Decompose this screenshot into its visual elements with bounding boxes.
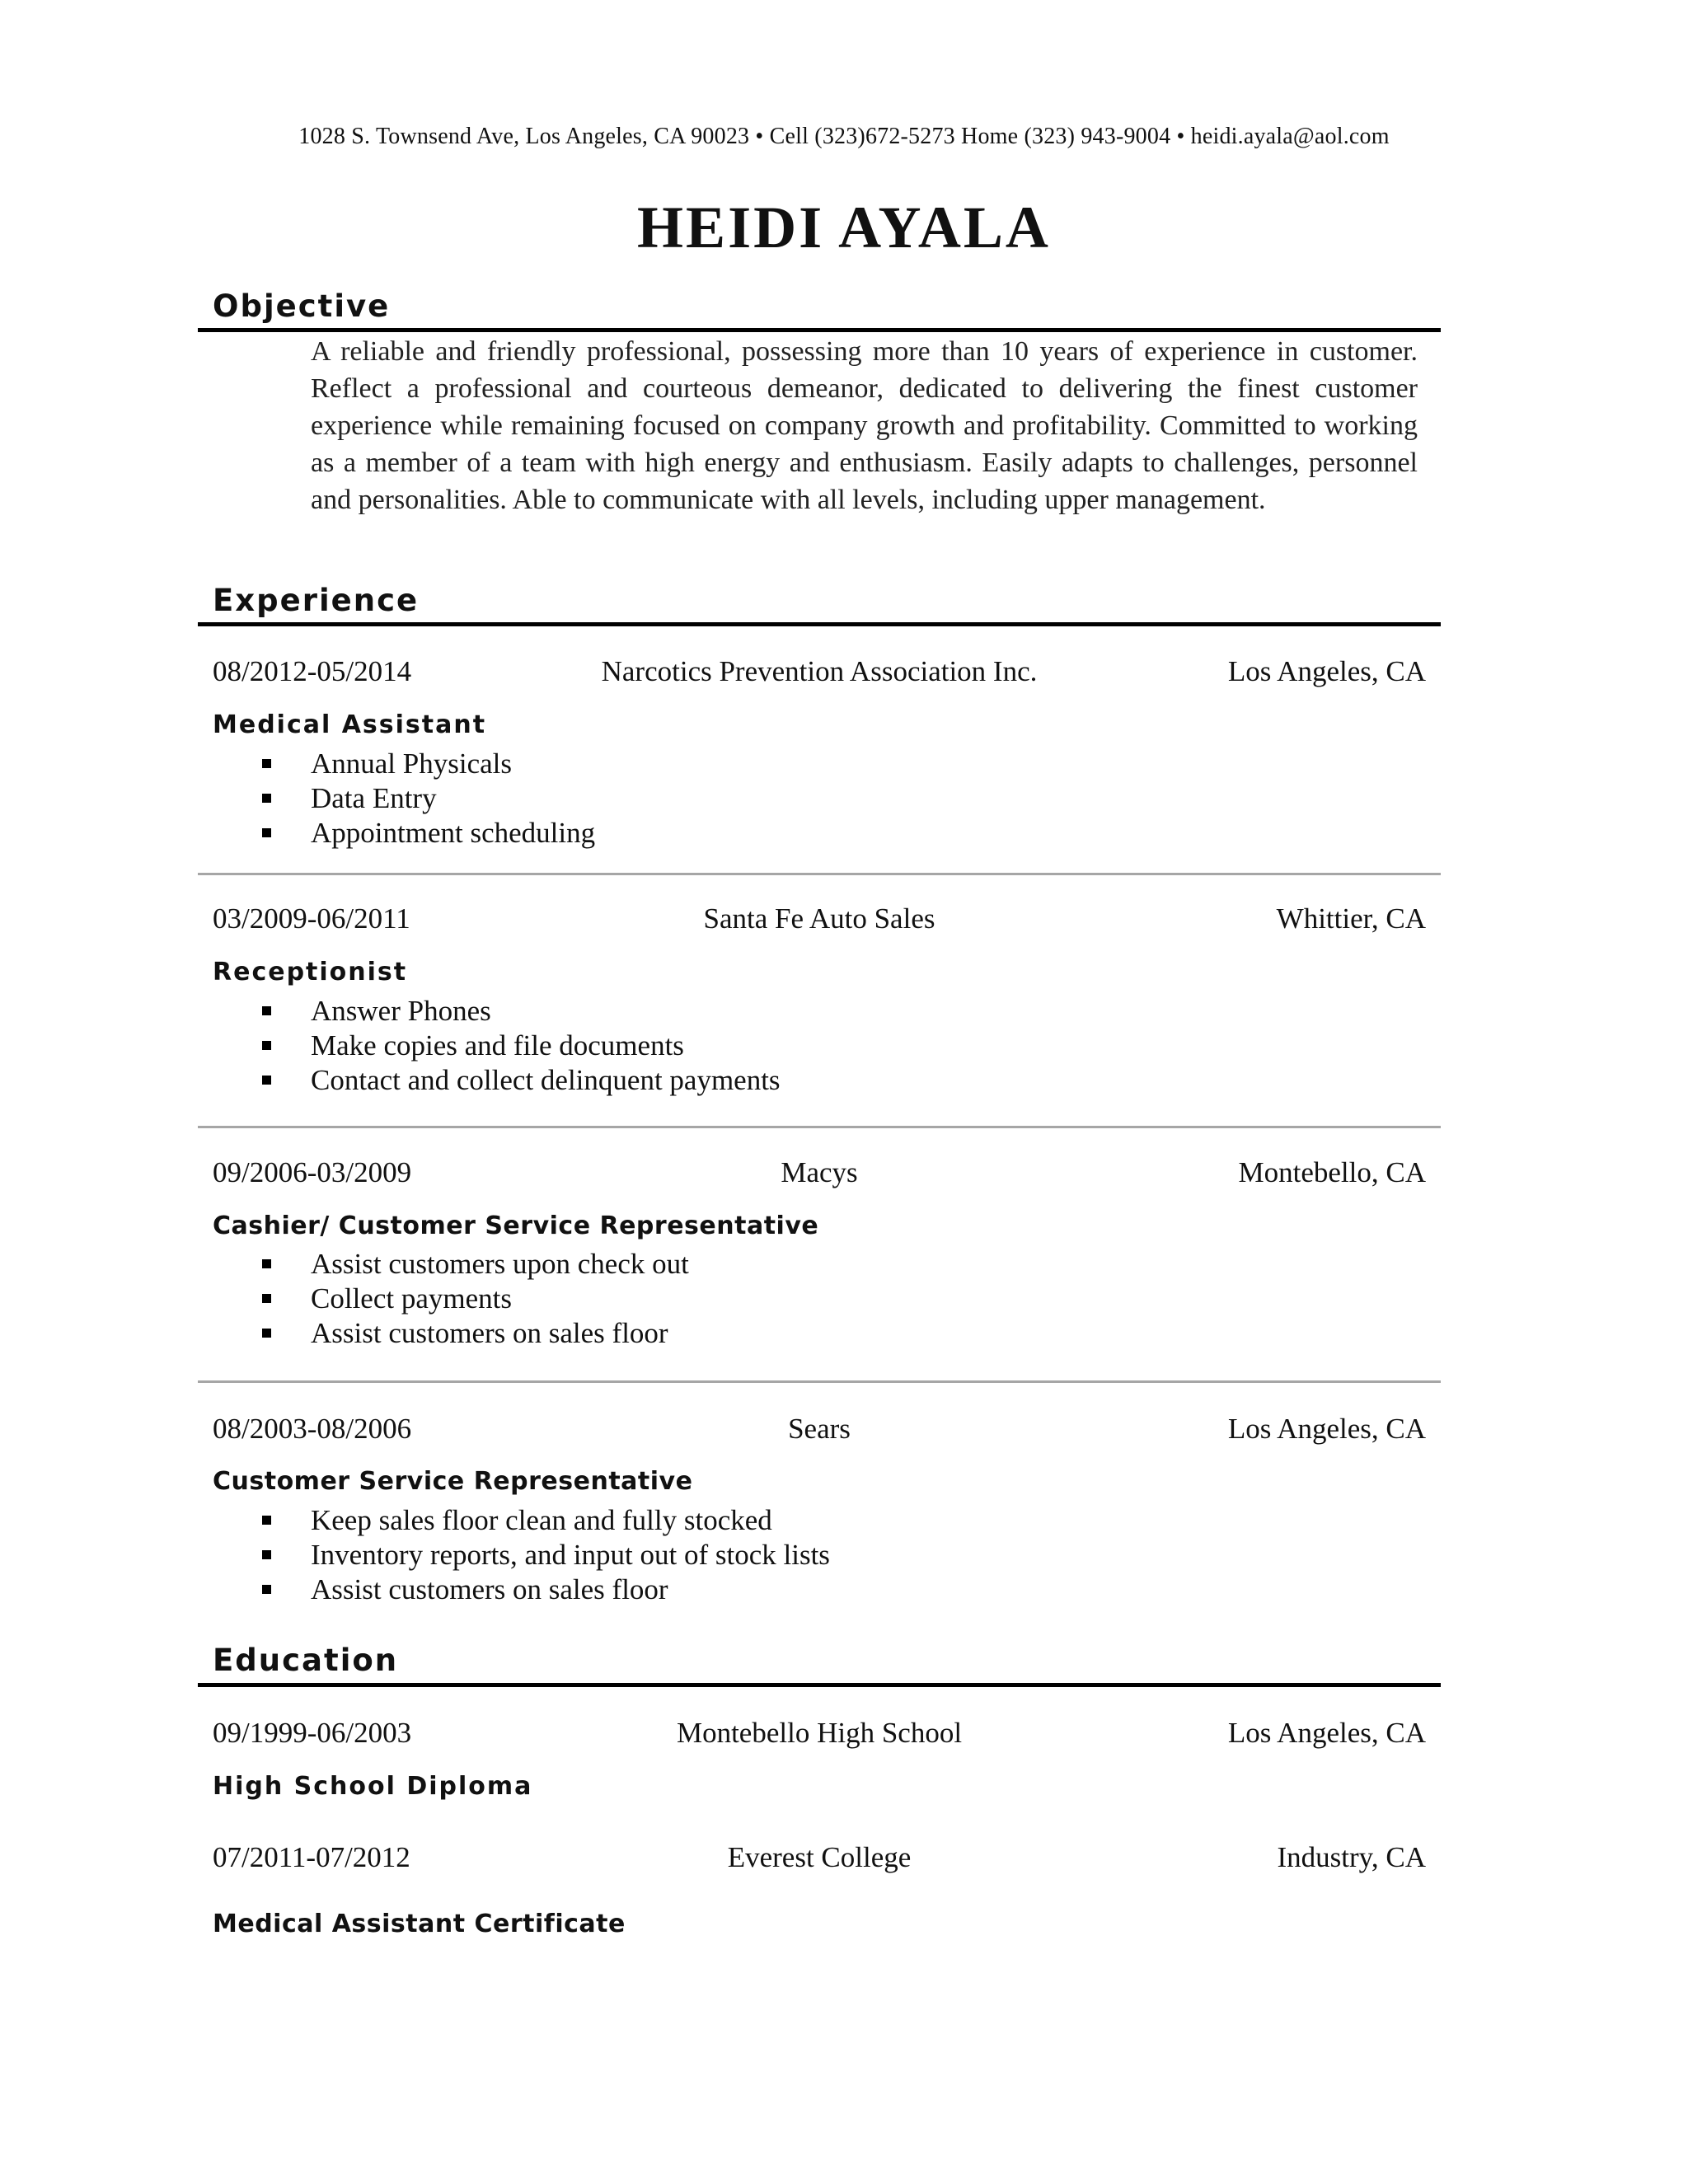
- job-row: [213, 1156, 1426, 1193]
- bullet-square-icon: [262, 1076, 271, 1085]
- experience-heading: Experience: [213, 583, 420, 618]
- bullet-square-icon: [262, 794, 271, 803]
- job-employer: Santa Fe Auto Sales: [703, 902, 935, 935]
- job-row: [213, 902, 1426, 939]
- bullet-square-icon: [262, 828, 271, 837]
- job-title: Customer Service Representative: [213, 1467, 693, 1496]
- job-location: Los Angeles, CA: [1227, 1413, 1426, 1445]
- bullet-square-icon: [262, 1294, 271, 1303]
- objective-heading: Objective: [213, 288, 391, 324]
- job-employer: Narcotics Prevention Association Inc.: [601, 655, 1038, 687]
- contact-line: 1028 S. Townsend Ave, Los Angeles, CA 90023 • Cell (323)672-5273 Home (323) 943-9004 • heidi.ayala@aol.com: [298, 124, 1390, 149]
- bullet-square-icon: [262, 1585, 271, 1594]
- duty-item: Contact and collect delinquent payments: [262, 1063, 781, 1098]
- job-duties: [262, 994, 781, 1098]
- job-location: Los Angeles, CA: [1227, 655, 1426, 687]
- job-location: Whittier, CA: [1276, 902, 1426, 935]
- education-school: Everest College: [727, 1841, 912, 1873]
- job-title: Cashier/ Customer Service Representative: [213, 1212, 819, 1240]
- job-employer: Sears: [788, 1413, 851, 1445]
- bullet-square-icon: [262, 1329, 271, 1338]
- job-divider: [198, 873, 1441, 875]
- duty-item: Assist customers upon check out: [262, 1247, 689, 1282]
- education-school: Montebello High School: [676, 1717, 963, 1749]
- job-duties: [262, 747, 595, 851]
- job-row: [213, 655, 1426, 691]
- job-employer: Macys: [781, 1156, 858, 1188]
- duty-item: Make copies and file documents: [262, 1029, 781, 1063]
- duty-item: Keep sales floor clean and fully stocked: [262, 1503, 830, 1538]
- job-dates: 09/2006-03/2009: [213, 1156, 412, 1188]
- education-dates: 09/1999-06/2003: [213, 1717, 412, 1749]
- job-location: Montebello, CA: [1238, 1156, 1426, 1188]
- education-row: [213, 1717, 1426, 1753]
- job-dates: 08/2012-05/2014: [213, 655, 412, 687]
- job-dates: 08/2003-08/2006: [213, 1413, 412, 1445]
- objective-rule: [198, 328, 1441, 332]
- job-row: [213, 1413, 1426, 1449]
- job-duties: [262, 1503, 830, 1607]
- duty-item: Annual Physicals: [262, 747, 595, 781]
- education-row: [213, 1841, 1426, 1877]
- education-location: Los Angeles, CA: [1227, 1717, 1426, 1749]
- bullet-square-icon: [262, 1006, 271, 1015]
- education-location: Industry, CA: [1277, 1841, 1426, 1873]
- job-divider: [198, 1126, 1441, 1128]
- duty-item: Inventory reports, and input out of stock lists: [262, 1538, 830, 1572]
- duty-item: Appointment scheduling: [262, 816, 595, 851]
- duty-item: Assist customers on sales floor: [262, 1316, 689, 1351]
- bullet-square-icon: [262, 1041, 271, 1050]
- candidate-name: HEIDI AYALA: [637, 194, 1051, 260]
- objective-text: A reliable and friendly professional, possessing more than 10 years of experience in customer. Reflect a professional and courteous demeanor, dedicated to delivering the finest customer experience while remaining focused on company growth and profitability. Committed to working as a member of a team with high energy and enthusiasm. Easily adapts to challenges, personnel and personalities. Able to communicate with all levels, including upper management.: [311, 336, 1418, 515]
- bullet-square-icon: [262, 1550, 271, 1559]
- bullet-square-icon: [262, 1516, 271, 1525]
- experience-rule: [198, 622, 1441, 626]
- education-credential: Medical Assistant Certificate: [213, 1910, 626, 1938]
- education-credential: High School Diploma: [213, 1772, 533, 1801]
- duty-item: Assist customers on sales floor: [262, 1572, 830, 1607]
- duty-item: Collect payments: [262, 1282, 689, 1316]
- duty-item: Answer Phones: [262, 994, 781, 1029]
- job-title: Receptionist: [213, 958, 408, 987]
- job-title: Medical Assistant: [213, 710, 487, 739]
- bullet-square-icon: [262, 759, 271, 768]
- duty-item: Data Entry: [262, 781, 595, 816]
- bullet-square-icon: [262, 1259, 271, 1268]
- education-dates: 07/2011-07/2012: [213, 1841, 410, 1873]
- education-rule: [198, 1683, 1441, 1687]
- education-heading: Education: [213, 1643, 399, 1678]
- job-divider: [198, 1380, 1441, 1383]
- job-duties: [262, 1247, 689, 1351]
- job-dates: 03/2009-06/2011: [213, 902, 410, 935]
